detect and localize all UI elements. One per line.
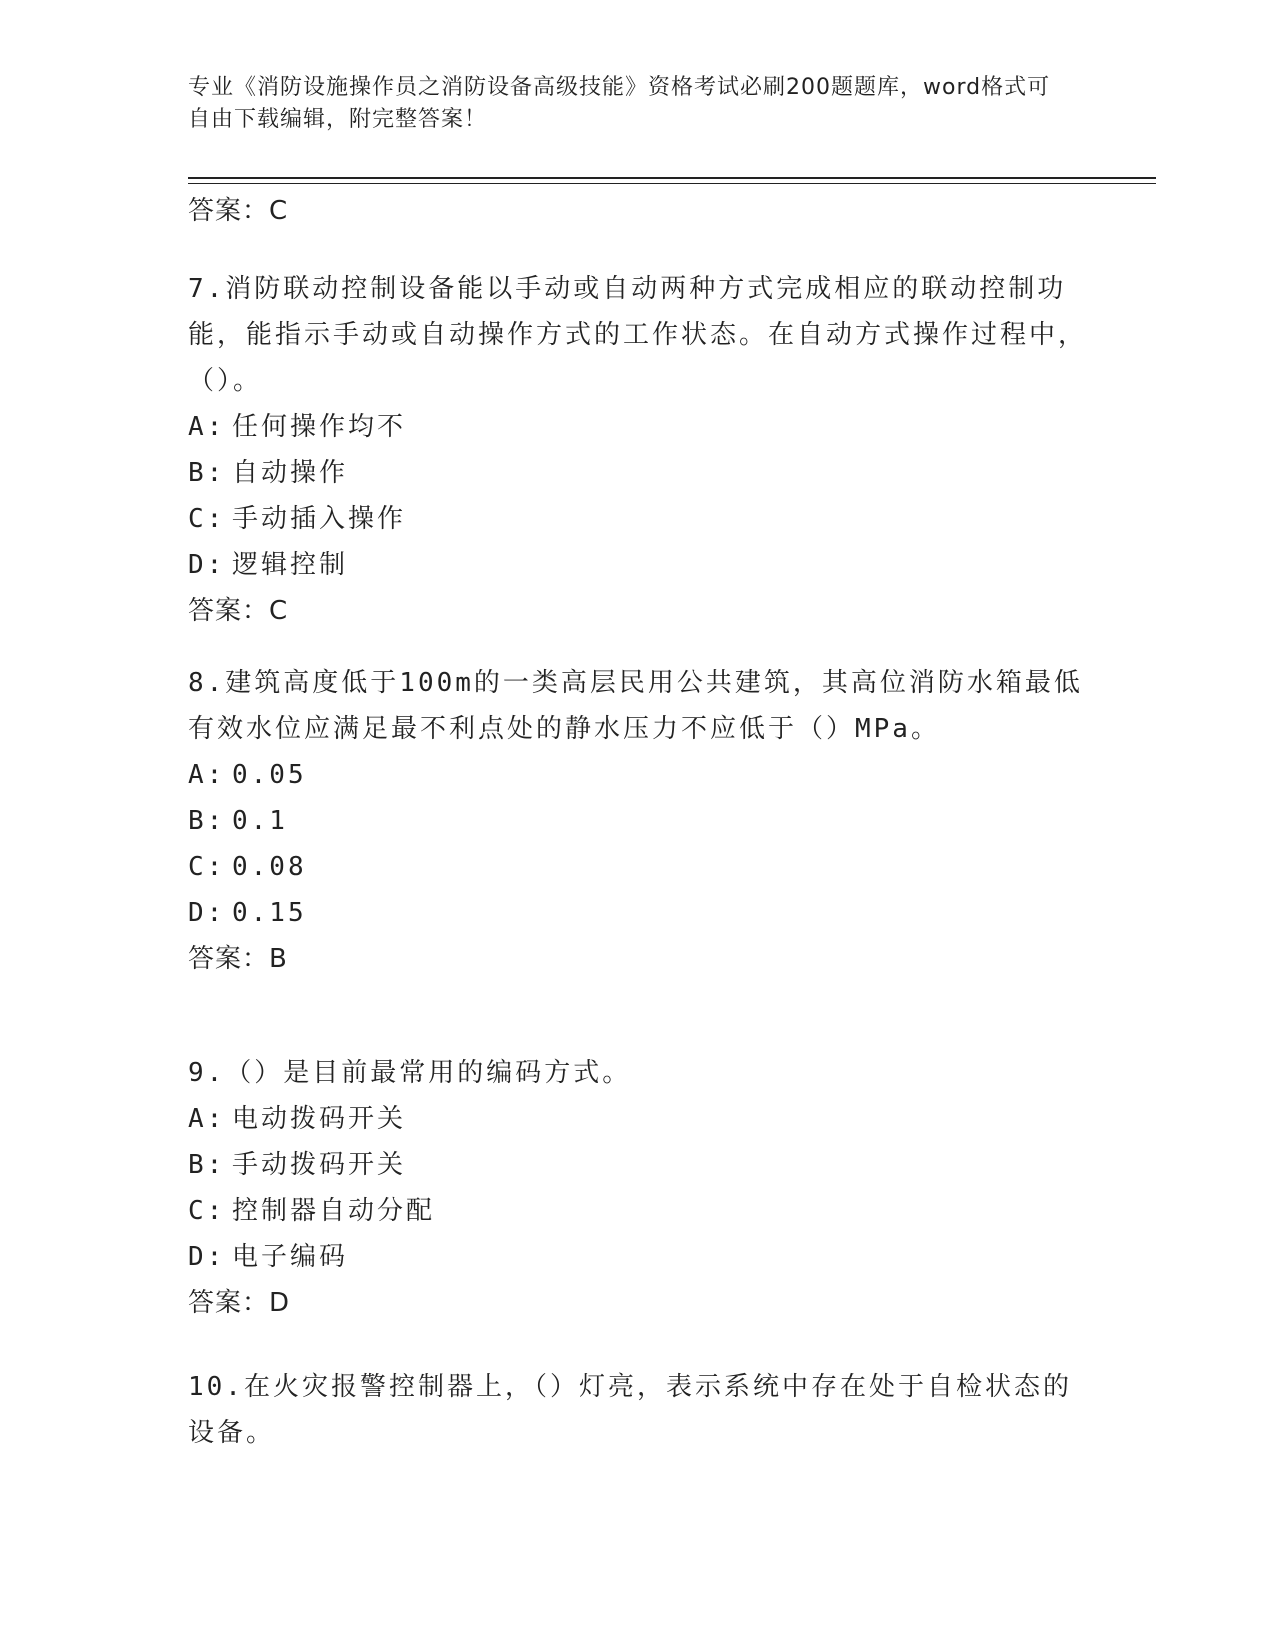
option-key: A:: [188, 412, 226, 442]
option-key: B:: [188, 1150, 226, 1180]
option-key: C:: [188, 1196, 226, 1226]
option-text: 手动拨码开关: [232, 1150, 407, 1180]
question-stem: 7.消防联动控制设备能以手动或自动两种方式完成相应的联动控制功能，能指示手动或自动操作方式的工作状态。在自动方式操作过程中，（）。: [188, 274, 1088, 396]
option-key: D:: [188, 550, 226, 580]
answer-text: 答案：B: [188, 944, 288, 974]
option-key: B:: [188, 806, 226, 836]
previous-answer-block: [188, 188, 1088, 234]
option-text: 控制器自动分配: [232, 1196, 436, 1226]
option-text: 任何操作均不: [232, 412, 407, 442]
option-text: 0.08: [232, 852, 307, 882]
question-7: [188, 266, 1088, 634]
document-header: 专业《消防设施操作员之消防设备高级技能》资格考试必刷200题题库，word格式可自由下载编辑，附完整答案！: [188, 75, 1051, 132]
answer-text: 答案：D: [188, 1288, 291, 1318]
option-text: 0.1: [232, 806, 288, 836]
option-key: C:: [188, 504, 226, 534]
question-stem: 10.在火灾报警控制器上，（）灯亮，表示系统中存在处于自检状态的设备。: [188, 1372, 1072, 1448]
question-stem: 8.建筑高度低于100m的一类高层民用公共建筑，其高位消防水箱最低有效水位应满足最不利点处的静水压力不应低于（）MPa。: [188, 668, 1083, 744]
option-text: 自动操作: [232, 458, 349, 488]
option-d: [188, 890, 1088, 936]
option-d: [188, 542, 1088, 588]
option-c: [188, 1188, 1088, 1234]
option-key: C:: [188, 852, 226, 882]
question-9: [188, 1050, 1088, 1326]
answer-text: 答案：C: [188, 596, 289, 626]
option-text: 0.05: [232, 760, 307, 790]
option-text: 0.15: [232, 898, 307, 928]
question-stem: 9.（）是目前最常用的编码方式。: [188, 1058, 632, 1088]
option-b: [188, 450, 1088, 496]
option-a: [188, 1096, 1088, 1142]
question-10: [188, 1364, 1088, 1456]
option-c: [188, 496, 1088, 542]
option-key: D:: [188, 898, 226, 928]
question-8: [188, 660, 1088, 982]
option-b: [188, 798, 1088, 844]
option-text: 电动拨码开关: [232, 1104, 407, 1134]
header-rule-thin: [188, 183, 1156, 184]
option-c: [188, 844, 1088, 890]
option-key: A:: [188, 1104, 226, 1134]
option-key: A:: [188, 760, 226, 790]
option-a: [188, 752, 1088, 798]
option-key: B:: [188, 458, 226, 488]
header-rule-thick: [188, 177, 1156, 179]
option-d: [188, 1234, 1088, 1280]
option-text: 逻辑控制: [232, 550, 349, 580]
answer-text: 答案：C: [188, 196, 289, 226]
option-text: 电子编码: [232, 1242, 349, 1272]
option-b: [188, 1142, 1088, 1188]
option-key: D:: [188, 1242, 226, 1272]
option-text: 手动插入操作: [232, 504, 407, 534]
option-a: [188, 404, 1088, 450]
